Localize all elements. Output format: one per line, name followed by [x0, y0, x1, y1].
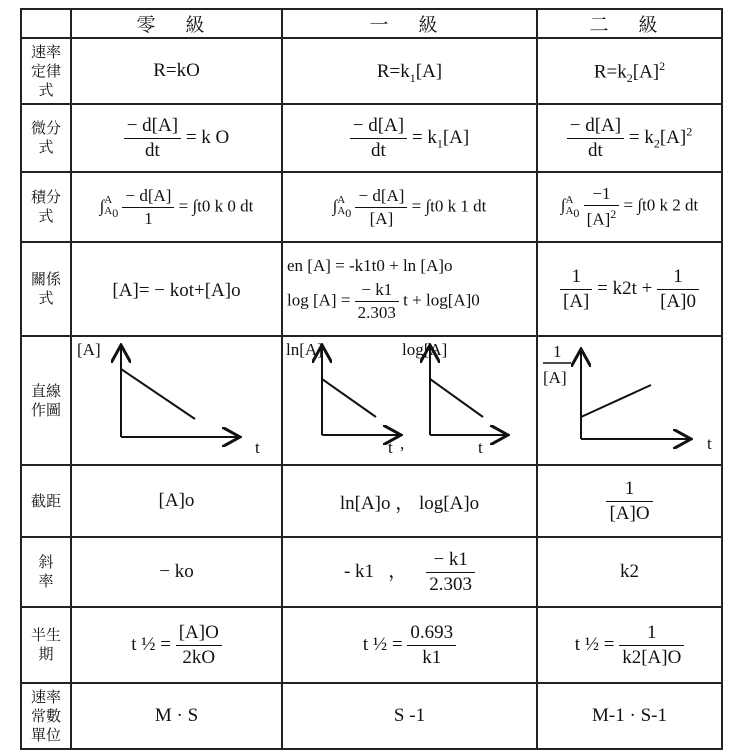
half-life-first: t ½ = $\frac{0.693}{k1}$ — [282, 607, 537, 683]
second-plot-y-num: 1 — [553, 342, 562, 361]
first-plot-log-label: log[A] — [402, 340, 448, 359]
plot-row — [21, 336, 722, 465]
row-label-integral: 積分式 — [21, 172, 71, 242]
half-life-second: t ½ = $\frac{1}{k2[A]O}$ — [537, 607, 722, 683]
row-label-plot: 直線作圖 — [21, 336, 71, 465]
second-order-plot — [539, 337, 720, 459]
row-label-differential: 微分式 — [21, 104, 71, 172]
header-row — [21, 9, 722, 38]
zero-plot-x-label: t — [255, 438, 260, 457]
plot-second — [537, 336, 722, 465]
rate-law-row — [21, 38, 722, 104]
first-order-plots — [284, 337, 535, 459]
integral-row — [21, 172, 722, 242]
intercept-zero: [A]o — [71, 465, 282, 537]
integral-second: ∫A $A_0$ $\frac{-1}{[A]^2}$ = ∫t0 k 2 dt — [537, 172, 722, 242]
differential-zero: $\frac{- d[A]}{dt}$ = k O — [71, 104, 282, 172]
relation-second: $\frac{1}{[A]}$ = k2t + $\frac{1}{[A]0}$ — [537, 242, 722, 336]
rate-units-first: S -1 — [282, 683, 537, 749]
zero-order-plot — [73, 337, 280, 459]
second-plot-x-label: t — [707, 434, 712, 453]
slope-first: - k1 ， $\frac{- k1}{2.303}$ — [282, 537, 537, 607]
slope-row — [21, 537, 722, 607]
differential-second: $\frac{- d[A]}{dt}$ = $k_2[A]^2$ — [537, 104, 722, 172]
rate-law-first: $R=k_1[A]$ — [282, 38, 537, 104]
rate-units-second: M-1 · S-1 — [537, 683, 722, 749]
rate-units-zero: M · S — [71, 683, 282, 749]
differential-first: $\frac{- d[A]}{dt}$ = $k_1[A]$ — [282, 104, 537, 172]
rate-law-second: $R=k_2[A]^2$ — [537, 38, 722, 104]
intercept-row — [21, 465, 722, 537]
slope-second: k2 — [537, 537, 722, 607]
second-plot-line — [581, 385, 651, 417]
rate-units-row — [21, 683, 722, 749]
first-plot-ln-x-label: t — [388, 438, 393, 457]
rate-law-zero: R=kO — [71, 38, 282, 104]
intercept-second: $\frac{1}{[A]O}$ — [537, 465, 722, 537]
kinetics-table — [20, 8, 723, 750]
intercept-first: ln[A]o ， log[A]o — [282, 465, 537, 537]
integral-first: ∫A $A_0$ $\frac{- d[A]}{[A]}$ = ∫t0 k 1 dt — [282, 172, 537, 242]
row-label-relation: 關係式 — [21, 242, 71, 336]
first-plot-comma: , — [400, 434, 405, 453]
row-label-rate-units: 速率常數單位 — [21, 683, 71, 749]
second-plot-y-den: [A] — [543, 368, 567, 387]
first-plot-ln-label: ln[A] — [286, 340, 323, 359]
integral-zero: ∫A $A_0$ $\frac{- d[A]}{1}$ = ∫t0 k 0 dt — [71, 172, 282, 242]
header-zero-order: 零 級 — [71, 9, 282, 38]
relation-row — [21, 242, 722, 336]
relation-first: en [A] = -k1t0 + ln [A]o log [A] = $\frac{- k1}{2.303}$ t + log[A]0 — [282, 242, 537, 336]
row-label-intercept: 截距 — [21, 465, 71, 537]
header-first-order: 一 級 — [282, 9, 537, 38]
first-plot-log-line — [430, 379, 483, 417]
row-label-rate-law: 速率定律式 — [21, 38, 71, 104]
first-plot-log-x-label: t — [478, 438, 483, 457]
slope-zero: − ko — [71, 537, 282, 607]
header-second-order: 二 級 — [537, 9, 722, 38]
plot-zero — [71, 336, 282, 465]
row-label-slope: 斜率 — [21, 537, 71, 607]
row-label-half-life: 半生期 — [21, 607, 71, 683]
relation-zero: [A]= − kot+[A]o — [71, 242, 282, 336]
first-plot-ln-line — [322, 379, 376, 417]
half-life-zero: t ½ = $\frac{[A]O}{2kO}$ — [71, 607, 282, 683]
zero-plot-y-label: [A] — [77, 340, 101, 359]
header-corner — [21, 9, 71, 38]
zero-plot-line — [121, 369, 195, 419]
half-life-row — [21, 607, 722, 683]
plot-first — [282, 336, 537, 465]
differential-row — [21, 104, 722, 172]
